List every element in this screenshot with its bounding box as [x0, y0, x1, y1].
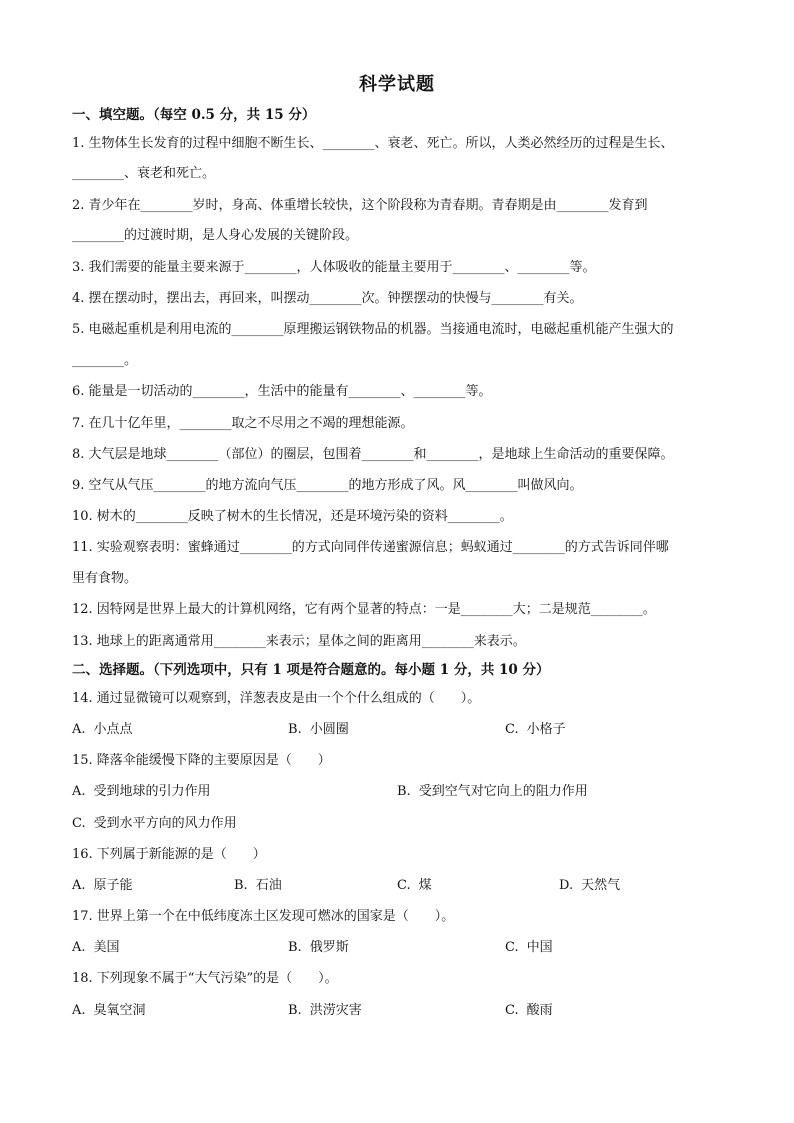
question-line: 5. 电磁起重机是利用电流的________原理搬运钢铁物品的机器。当接通电流时，电磁起重机能产生强大的 [72, 322, 674, 337]
question-line: 9. 空气从气压________的地方流向气压________的地方形成了风。风________叫做风向。 [72, 478, 583, 493]
question-line: 12. 因特网是世界上最大的计算机网络，它有两个显著的特点：一是________大；二是规范________。 [72, 602, 656, 617]
question-stem: 18. 下列现象不属于“大气污染”的是（ ）。 [72, 971, 338, 986]
choice-option: A. 小点点 [72, 722, 133, 737]
choice-option: A. 原子能 [72, 878, 133, 893]
question-stem: 14. 通过显微镜可以观察到，洋葱表皮是由一个个什么组成的（ ）。 [72, 691, 481, 706]
question-line: 6. 能量是一切活动的________，生活中的能量有________、________等。 [72, 384, 492, 399]
question-line: 8. 大气层是地球________（部位）的圈层，包围着________和________，是地球上生命活动的重要保障。 [72, 447, 674, 462]
section-heading-fill-blank: 一、填空题。（每空 0.5 分，共 15 分） [72, 107, 316, 123]
choice-option: C. 受到水平方向的风力作用 [72, 816, 237, 831]
question-line: 3. 我们需要的能量主要来源于________，人体吸收的能量主要用于________、________等。 [72, 260, 596, 275]
choice-option: D. 天然气 [559, 878, 621, 893]
question-line: 2. 青少年在________岁时，身高、体重增长较快，这个阶段称为青春期。青春期是由________发育到 [72, 198, 648, 213]
question-line: 13. 地球上的距离通常用________来表示；星体之间的距离用________来表示。 [72, 634, 526, 649]
choice-option: A. 美国 [72, 940, 120, 955]
question-line: 10. 树木的________反映了树木的生长情况，还是环境污染的资料________。 [72, 509, 513, 524]
choice-option: B. 洪涝灾害 [288, 1003, 362, 1018]
choice-option: C. 中国 [505, 940, 553, 955]
question-stem: 17. 世界上第一个在中低纬度冻土区发现可燃冰的国家是（ ）。 [72, 909, 455, 924]
question-line: ________的过渡时期，是人身心发展的关键阶段。 [72, 228, 359, 243]
question-line: 7. 在几十亿年里，________取之不尽用之不竭的理想能源。 [72, 416, 414, 431]
choice-option: B. 石油 [234, 878, 282, 893]
section-heading-multiple-choice: 二、选择题。（下列选项中，只有 1 项是符合题意的。每小题 1 分，共 10 分） [72, 662, 550, 678]
choice-option: B. 俄罗斯 [288, 940, 349, 955]
question-line: ________。 [72, 353, 138, 368]
question-stem: 15. 降落伞能缓慢下降的主要原因是（ ） [72, 753, 331, 768]
question-line: 11. 实验观察表明：蜜蜂通过________的方式向同伴传递蜜源信息；蚂蚁通过________的方式告诉同伴哪 [72, 540, 669, 555]
choice-option: C. 酸雨 [505, 1003, 553, 1018]
question-line: 4. 摆在摆动时，摆出去，再回来，叫摆动________次。钟摆摆动的快慢与________有关。 [72, 291, 583, 306]
choice-option: A. 受到地球的引力作用 [72, 784, 211, 799]
question-stem: 16. 下列属于新能源的是（ ） [72, 847, 266, 862]
question-line: 1. 生物体生长发育的过程中细胞不断生长、________、衰老、死亡。所以，人类必然经历的过程是生长、 [72, 136, 674, 151]
choice-option: A. 臭氧空洞 [72, 1003, 146, 1018]
choice-option: C. 小格子 [505, 722, 566, 737]
choice-option: B. 小圆圈 [288, 722, 349, 737]
question-line: 里有食物。 [72, 571, 138, 586]
page-title: 科学试题 [359, 74, 435, 95]
question-line: ________、衰老和死亡。 [72, 166, 216, 181]
choice-option: B. 受到空气对它向上的阻力作用 [397, 784, 588, 799]
choice-option: C. 煤 [397, 878, 432, 893]
